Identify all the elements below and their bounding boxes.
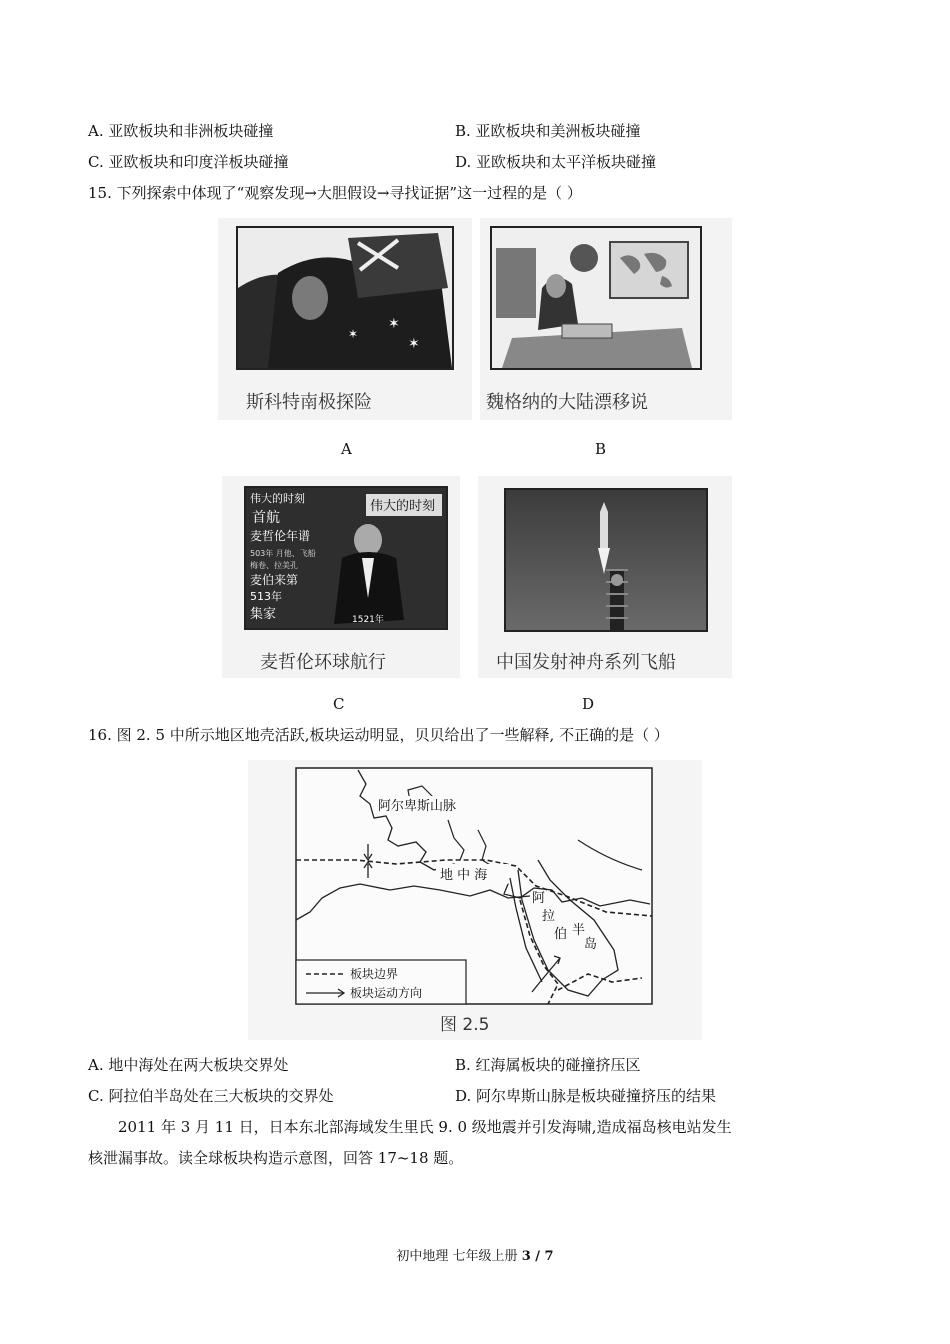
collage-text-9: 伟大的时刻: [370, 499, 436, 514]
label-arabia-1: 阿: [532, 891, 546, 906]
q16-option-c: C. 阿拉伯半岛处在三大板块的交界处: [88, 1087, 334, 1105]
label-arabia-3: 伯: [554, 927, 568, 942]
label-arabia-2: 拉: [542, 909, 556, 924]
figure-d-caption: 中国发射神舟系列飞船: [496, 652, 676, 673]
figure-a-caption: 斯科特南极探险: [246, 392, 372, 413]
figure-2-5-caption: 图 2.5: [440, 1015, 490, 1035]
figure-a: [218, 218, 472, 420]
figure-b: [480, 218, 732, 420]
figure-b-letter: B: [595, 440, 607, 458]
svg-text:✶: ✶: [348, 327, 359, 341]
collage-text-5: 梅卷、拉美孔: [250, 561, 298, 570]
legend-boundary: 板块边界: [350, 967, 399, 981]
figure-d-letter: D: [582, 695, 595, 713]
label-mediterranean: 地 中 海: [440, 868, 488, 883]
svg-text:✶: ✶: [388, 316, 400, 332]
q14-option-d: D. 亚欧板块和太平洋板块碰撞: [455, 153, 657, 171]
q14-option-b: B. 亚欧板块和美洲板块碰撞: [455, 122, 641, 140]
q14-option-a: A. 亚欧板块和非洲板块碰撞: [88, 122, 274, 140]
page-number: 3 / 7: [521, 1249, 554, 1264]
wegener-drawing: [490, 226, 702, 370]
label-arabia-5: 岛: [584, 937, 598, 952]
figure-d: [478, 476, 732, 678]
rocket-launch-photo: [504, 488, 708, 632]
collage-text-2: 首航: [252, 510, 280, 526]
q16-stem: 16. 图 2. 5 中所示地区地壳活跃,板块运动明显，贝贝给出了一些解释, 不正确的是（ ）: [88, 726, 669, 744]
passage-line-2: 核泄漏事故。读全球板块构造示意图，回答 17~18 题。: [88, 1149, 464, 1167]
collage-text-3: 麦哲伦年谱: [250, 529, 311, 543]
footer-subject: 初中地理 七年级上册: [396, 1249, 522, 1264]
scott-photo: [236, 226, 454, 370]
collage-text-8: 集家: [250, 607, 277, 622]
collage-text-10: 1521年: [352, 615, 384, 625]
q15-stem: 15. 下列探索中体现了“观察发现→大胆假设→寻找证据”这一过程的是（ ）: [88, 184, 582, 202]
q14-option-c: C. 亚欧板块和印度洋板块碰撞: [88, 153, 289, 171]
figure-2-5: [248, 760, 702, 1040]
collage-text-4: 503年 月他、飞船: [250, 549, 316, 558]
q16-option-b: B. 红海属板块的碰撞挤压区: [455, 1056, 641, 1074]
q16-option-d: D. 阿尔卑斯山脉是板块碰撞挤压的结果: [455, 1087, 717, 1105]
collage-text-7: 513年: [250, 590, 282, 603]
page-footer: [0, 1245, 950, 1264]
svg-text:✶: ✶: [408, 336, 420, 352]
label-alps: 阿尔卑斯山脉: [378, 799, 457, 814]
passage-line-1: 2011 年 3 月 11 日，日本东北部海域发生里氏 9. 0 级地震并引发海啸,造成福岛核电站发生: [118, 1118, 732, 1136]
collage-text-1: 伟大的时刻: [250, 492, 305, 505]
q16-option-a: A. 地中海处在两大板块交界处: [88, 1056, 289, 1074]
collage-text-6: 麦伯来第: [250, 573, 299, 587]
figure-c-caption: 麦哲伦环球航行: [260, 652, 386, 673]
label-arabia-4: 半: [572, 923, 586, 938]
magellan-collage: [244, 486, 448, 630]
figure-b-caption: 魏格纳的大陆漂移说: [486, 392, 648, 413]
figure-c: [222, 476, 460, 678]
legend-motion: 板块运动方向: [350, 986, 423, 1000]
figure-c-letter: C: [333, 695, 345, 713]
figure-a-letter: A: [341, 440, 352, 458]
